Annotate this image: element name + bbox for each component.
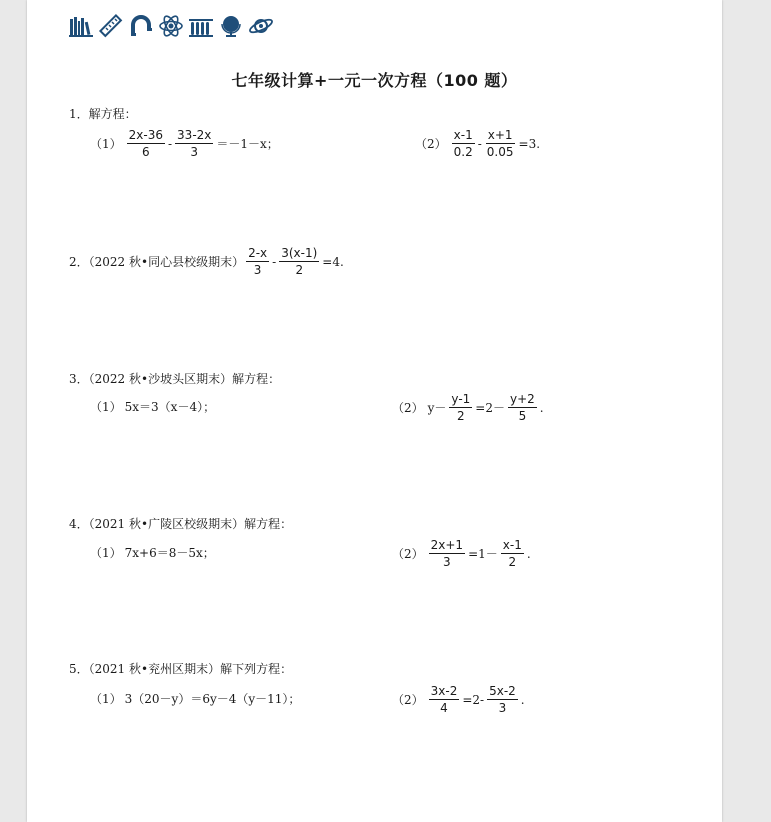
problem-2 <box>69 246 345 277</box>
equation-tail: . <box>526 546 531 561</box>
fraction <box>429 538 465 569</box>
globe-icon <box>217 12 245 40</box>
fraction <box>429 684 460 715</box>
equation-text: 5x＝3（x－4）； <box>124 400 216 414</box>
part-label: （2） <box>392 547 424 561</box>
books-icon <box>67 12 95 40</box>
denominator: 2 <box>457 409 465 423</box>
operator: - <box>477 136 482 151</box>
header-icon-strip <box>67 12 275 40</box>
problem-4-part-1 <box>90 544 215 561</box>
part-label: （1） <box>90 137 122 151</box>
problem-1-title: 1．解方程： <box>69 107 137 121</box>
equation-tail: . <box>539 400 544 415</box>
part-label: （1） <box>90 692 122 706</box>
fraction <box>279 246 319 277</box>
operator: =2－ <box>475 401 505 415</box>
operator: =1－ <box>468 547 498 561</box>
problem-5-part-1 <box>90 690 300 707</box>
numerator: 5x-2 <box>489 684 516 698</box>
equation-text: 3（20－y）＝6y－4（y－11）； <box>124 692 301 706</box>
document-page <box>27 0 722 822</box>
fraction <box>246 246 269 277</box>
denominator: 2 <box>508 555 517 569</box>
denominator: 3 <box>253 263 262 277</box>
fraction <box>175 128 213 159</box>
problem-3-title: 3．（2022 秋•沙坡头区期末）解方程： <box>69 372 281 386</box>
fraction <box>487 684 518 715</box>
denominator: 3 <box>190 145 199 159</box>
numerator: y-1 <box>451 392 471 406</box>
magnet-icon <box>127 12 155 40</box>
equation-tail: . <box>520 692 525 707</box>
numerator: 2x+1 <box>430 538 464 552</box>
denominator: 5 <box>518 409 527 423</box>
part-label: （1） <box>90 546 122 560</box>
fraction <box>127 128 165 159</box>
test-tubes-icon <box>187 12 215 40</box>
ruler-icon <box>97 12 125 40</box>
problem-3-part-2 <box>392 392 545 423</box>
operator: =2- <box>462 692 485 707</box>
problem-5-title: 5．（2021 秋•兖州区期末）解下列方程： <box>69 662 293 676</box>
denominator: 2 <box>295 263 304 277</box>
denominator: 0.2 <box>453 145 473 159</box>
numerator: y+2 <box>509 392 535 406</box>
equation-text: 7x+6＝8－5x； <box>124 546 215 560</box>
equation-prefix: y－ <box>427 401 447 415</box>
part-label: （2） <box>392 693 424 707</box>
numerator: 2x-36 <box>128 128 163 142</box>
page-title: 七年级计算+一元一次方程（100 题） <box>231 71 518 90</box>
numerator: 33-2x <box>177 128 212 142</box>
problem-3-part-1 <box>90 398 215 415</box>
problem-1-part-2 <box>415 128 541 159</box>
equation-tail: =4. <box>322 254 344 269</box>
numerator: 2-x <box>248 246 268 260</box>
problem-2-title: 2．（2022 秋•同心县校级期末） <box>69 255 245 269</box>
fraction <box>501 538 524 569</box>
operator: - <box>167 136 173 151</box>
atom-icon <box>157 12 185 40</box>
fraction <box>508 392 537 423</box>
equation-tail: ＝－1－x； <box>216 137 279 151</box>
denominator: 0.05 <box>486 145 514 159</box>
numerator: 3x-2 <box>430 684 458 698</box>
numerator: 3(x-1) <box>281 246 318 260</box>
denominator: 3 <box>498 701 507 715</box>
problem-4-title: 4．（2021 秋•广陵区校级期末）解方程： <box>69 517 293 531</box>
numerator: x-1 <box>502 538 522 552</box>
part-label: （2） <box>392 401 424 415</box>
denominator: 6 <box>141 145 150 159</box>
problem-1-part-1 <box>90 128 280 159</box>
fraction <box>449 392 472 423</box>
problem-4-part-2 <box>392 538 532 569</box>
equation-tail: =3. <box>518 136 541 151</box>
operator: - <box>272 254 277 269</box>
part-label: （1） <box>90 400 122 414</box>
planet-icon <box>247 12 275 40</box>
denominator: 4 <box>440 701 448 715</box>
denominator: 3 <box>443 555 451 569</box>
part-label: （2） <box>415 137 447 151</box>
fraction <box>452 128 475 159</box>
problem-5-part-2 <box>392 684 526 715</box>
numerator: x+1 <box>487 128 513 142</box>
fraction <box>485 128 516 159</box>
numerator: x-1 <box>453 128 473 142</box>
